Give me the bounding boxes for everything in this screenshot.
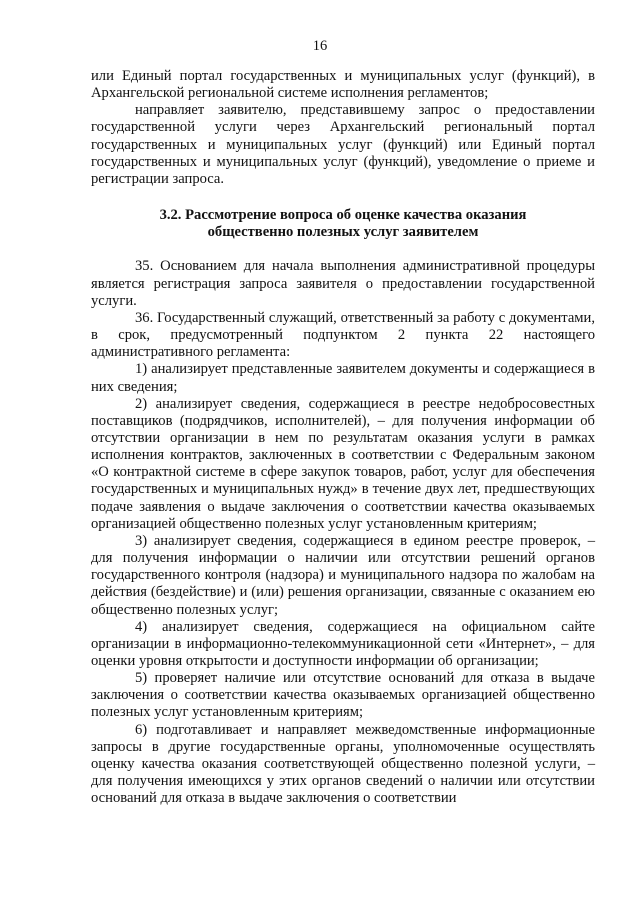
continuation-paragraph: направляет заявителю, представившему запрос о предоставлении государственной услуги через Архангельский региональный портал государственных и муниципальных услуг (функций) или Единый портал государственных и муниципальных услуг (функций), уведомление о приеме и регистрации запроса. bbox=[91, 102, 595, 187]
list-item-5: 5) проверяет наличие или отсутствие оснований для отказа в выдаче заключения о соответствии качества оказываемых организацией общественно полезных услуг установленным критериям; bbox=[91, 670, 595, 721]
list-item-3: 3) анализирует сведения, содержащиеся в едином реестре проверок, – для получения информации о наличии или отсутствии решений органов государственного контроля (надзора) и муниципального надзора по жалобам на действия (бездействие) и (или) решения организации, связанные с оказанием ею общественно полезных услуг; bbox=[91, 532, 595, 618]
list-item-1: 1) анализирует представленные заявителем документы и содержащиеся в них сведения; bbox=[91, 361, 595, 395]
section-heading-line: общественно полезных услуг заявителем bbox=[207, 224, 479, 241]
list-item-4: 4) анализирует сведения, содержащиеся на официальном сайте организации в информационно-телекоммуникационной сети «Интернет», – для оценки уровня открытости и доступности информации об организации; bbox=[91, 618, 595, 669]
paragraph-36: 36. Государственный служащий, ответственный за работу с документами, в срок, предусмотренный подпунктом 2 пункта 22 настоящего административного регламента: bbox=[91, 309, 595, 361]
document-body bbox=[91, 68, 595, 807]
list-item-2: 2) анализирует сведения, содержащиеся в реестре недобросовестных поставщиков (подрядчиков, исполнителей), – для получения информации об отсутствии организации в нем по результатам оказания услуги в рамках исполнения контрактов, заключенных в соответствии с Федеральным законом «О контрактной системе в сфере закупок товаров, работ, услуг для обеспечения государственных и муниципальных нужд» в течение двух лет, предшествующих подаче заявления о выдаче заключения о соответствии качества оказываемых организацией общественно полезных услуг установленным критериям; bbox=[91, 395, 595, 532]
list-item-6: 6) подготавливает и направляет межведомственные информационные запросы в другие государственные органы, уполномоченные осуществлять оценку качества оказания соответствующей общественно полезной услуги, – для получения имеющихся у этих органов сведений о наличии или отсутствии оснований для отказа в выдаче заключения о соответствии bbox=[91, 721, 595, 807]
section-heading-line: 3.2. Рассмотрение вопроса об оценке качества оказания bbox=[159, 207, 527, 224]
page-number: 16 bbox=[312, 38, 328, 54]
paragraph-35: 35. Основанием для начала выполнения административной процедуры является регистрация запроса заявителя о предоставлении государственной услуги. bbox=[91, 258, 595, 309]
section-heading bbox=[91, 207, 595, 241]
continuation-paragraph: или Единый портал государственных и муниципальных услуг (функций), в Архангельской региональной системе исполнения регламентов; bbox=[91, 68, 595, 102]
